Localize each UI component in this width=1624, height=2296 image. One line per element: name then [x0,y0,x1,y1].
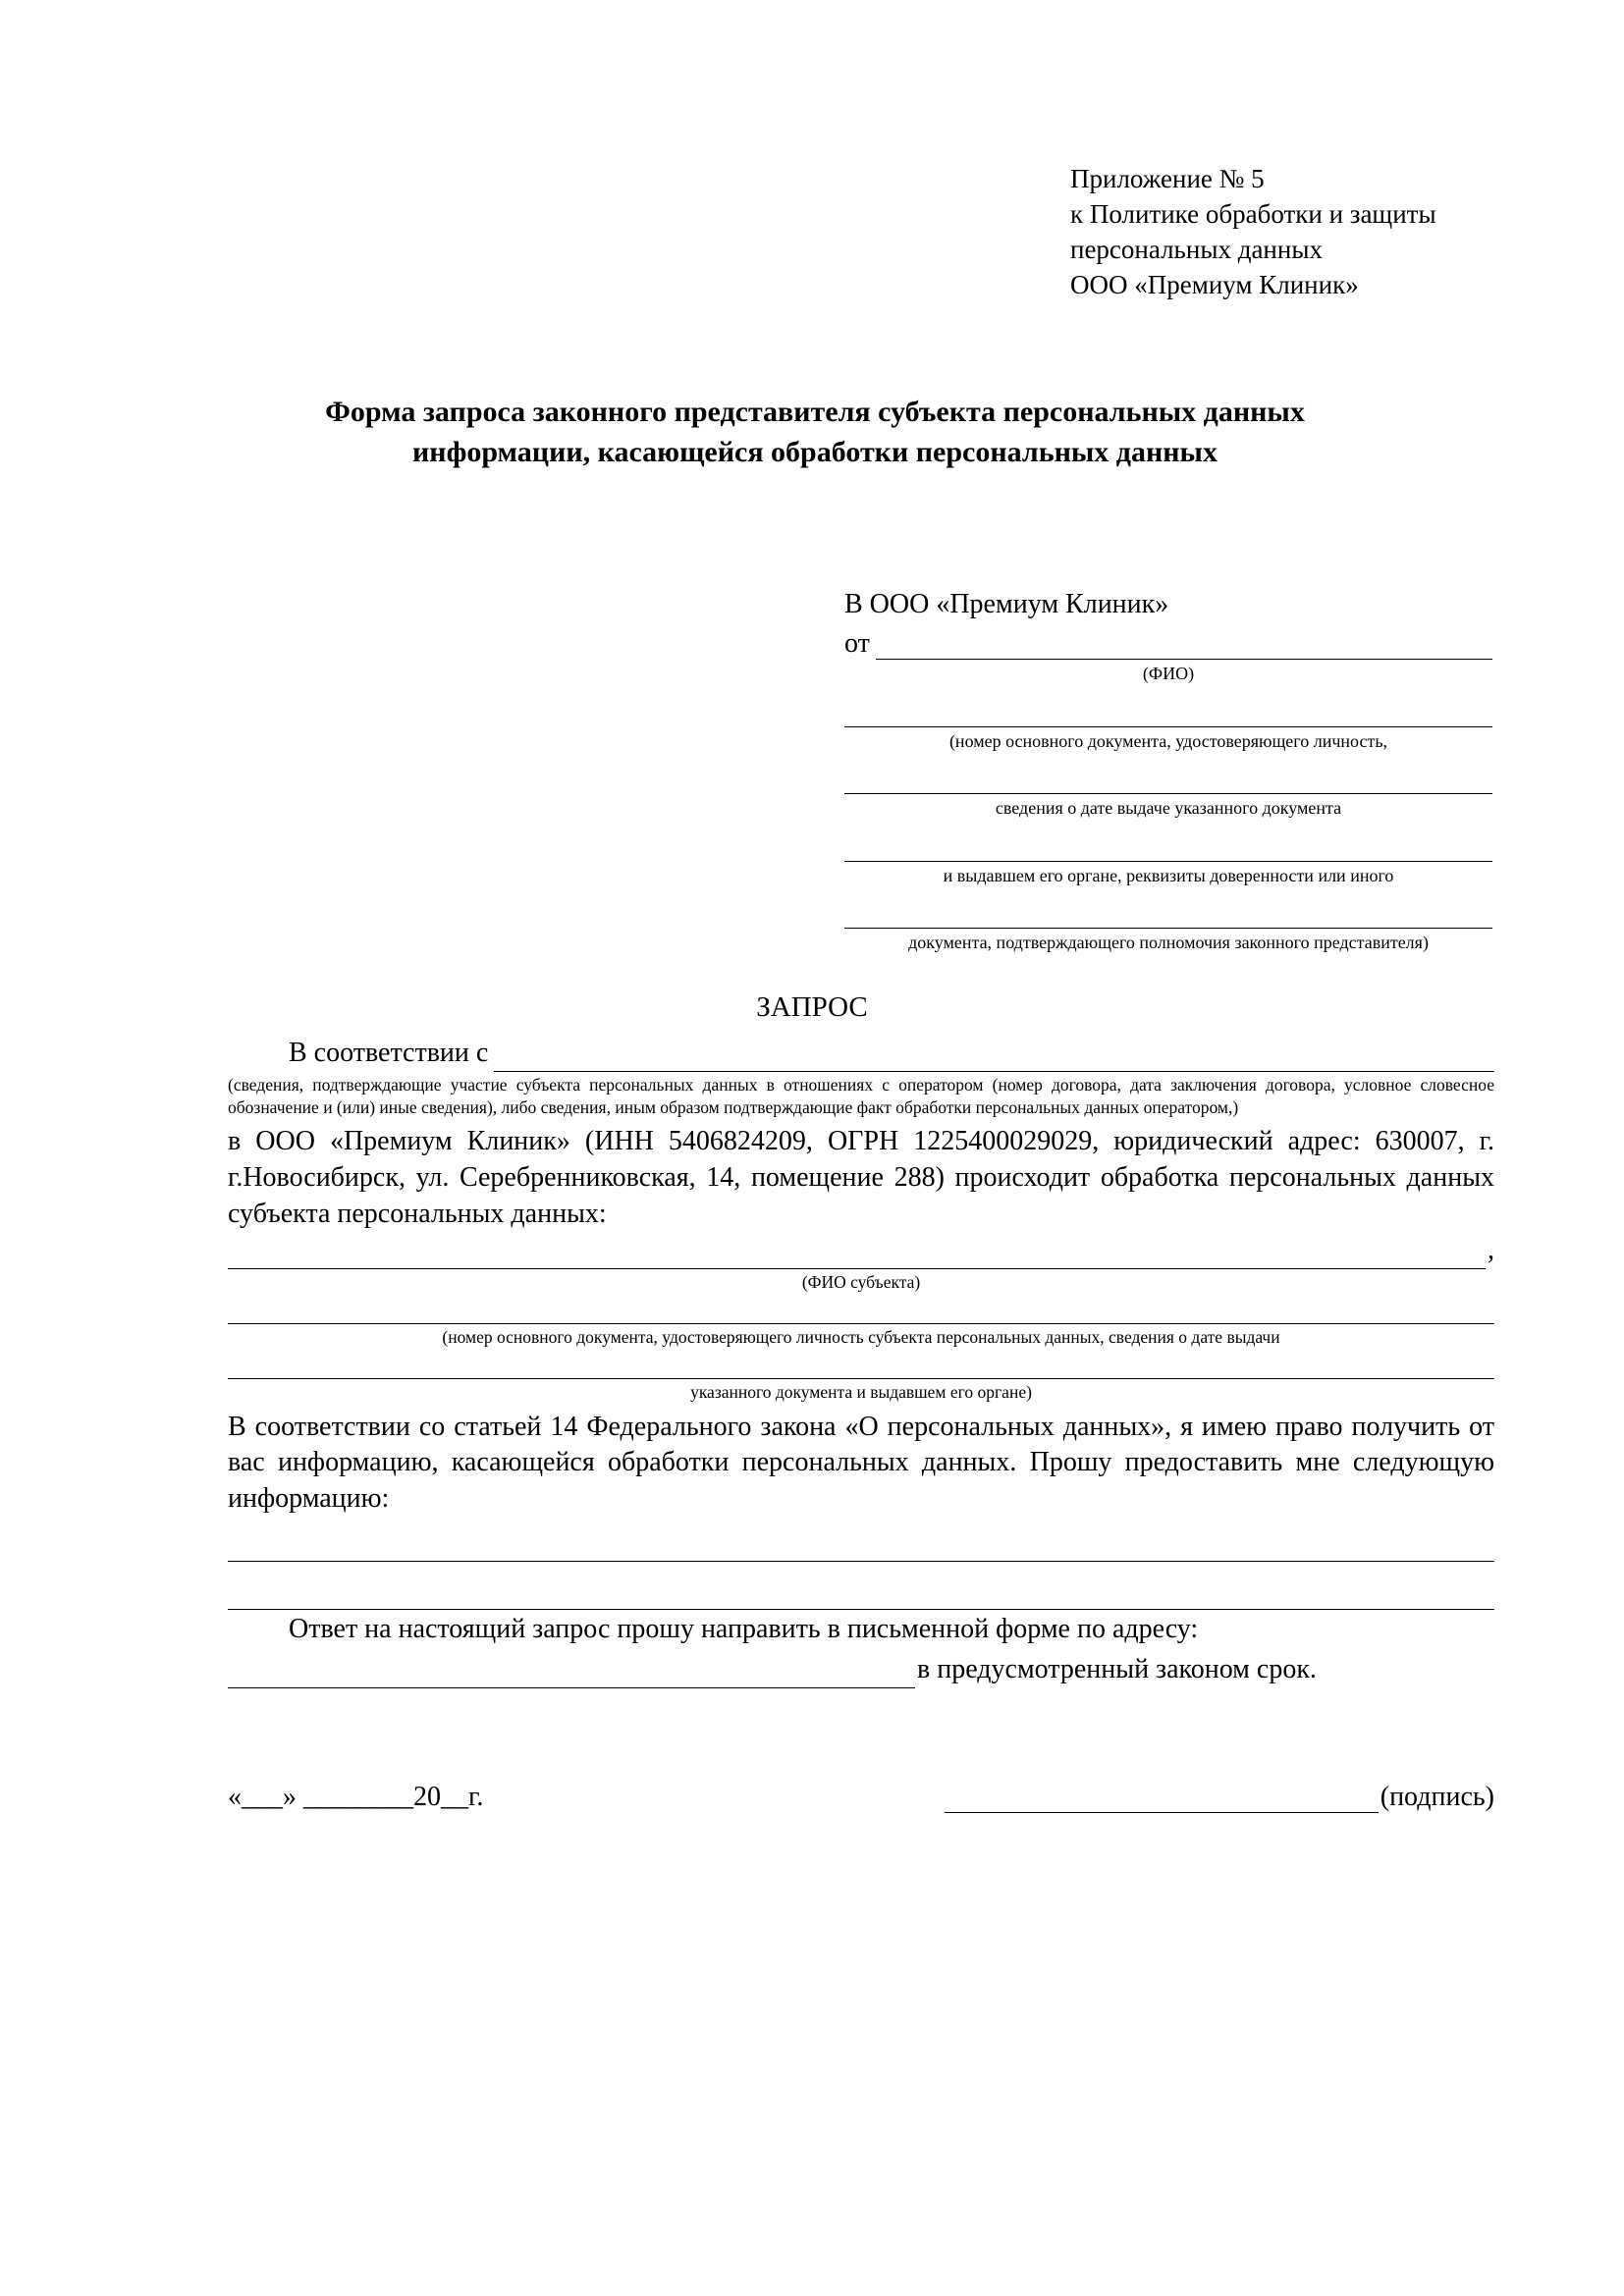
caption-doc-2: сведения о дате выдаче указанного документа [995,798,1342,818]
addressee-block [844,589,1492,954]
applicant-doc-blank-1[interactable] [844,697,1492,727]
caption-subject-doc-2: указанного документа и выдавшем его органе) [690,1381,1032,1402]
document-body [228,1036,1494,1688]
caption-doc-3: и выдавшем его органе, реквизиты доверенности или иного [943,865,1394,885]
appendix-header-line-1: Приложение № 5 [1070,164,1265,193]
signature-block [228,1782,1494,1813]
answer-address-tail: в предусмотренный законом срок. [917,1654,1317,1685]
addressee-organization: В ООО «Премиум Клиник» [844,589,1169,619]
signature-blank[interactable] [945,1785,1379,1813]
operator-paragraph: в ООО «Премиум Клиник» (ИНН 5406824209, ОГРН 1225400029029, юридический адрес: 630007, г. г.Новосибирск, ул. Серебренниковская, 14, помещение 288) происходит обработка персональных данных субъекта персональных данных: [228,1126,1494,1230]
page-title-line-2: информации, касающейся обработки персональных данных [412,435,1218,468]
answer-paragraph-text: Ответ на настоящий запрос прошу направить в письменной форме по адресу: [289,1614,1199,1645]
law-paragraph: В соответствии со статьей 14 Федерального закона «О персональных данных», я имею право получить от вас информацию, касающейся обработки персональных данных. Прошу предоставить мне следующую информацию: [228,1411,1494,1515]
caption-fio: (ФИО) [1142,664,1195,683]
applicant-name-blank[interactable] [876,633,1492,660]
applicant-name-row [844,628,1492,660]
page-title [211,393,1419,472]
subject-doc-blank-1[interactable] [228,1294,1494,1324]
caption-subject-doc-1: (номер основного документа, удостоверяющего личность субъекта персональных данных, сведения о дате выдачи [442,1327,1280,1348]
signature-label: (подпись) [1380,1782,1494,1812]
appendix-header-line-2: к Политике обработки и защиты [1070,198,1436,229]
from-label: от [844,628,870,659]
subject-fio-comma: , [1488,1235,1494,1266]
request-heading: ЗАПРОС [756,991,868,1023]
caption-basis: (сведения, подтверждающие участие субъекта персональных данных в отношениях с оператором (номер договора, дата заключения договора, условное словесное обозначение и (или) иные сведения), либо сведения, иным образом подтверждающие факт обработки персональных данных оператором,) [228,1074,1494,1117]
caption-doc-4: документа, подтверждающего полномочия законного представителя) [908,933,1429,952]
appendix-header-line-4: ООО «Премиум Клиник» [1070,269,1359,299]
page-title-line-1: Форма запроса законного представителя субъекта персональных данных [325,396,1305,428]
requested-info-blank-2[interactable] [228,1579,1494,1610]
subject-doc-blank-2[interactable] [228,1349,1494,1379]
subject-fio-blank[interactable] [228,1239,1486,1269]
basis-row [228,1036,1494,1072]
signature-right [945,1782,1494,1813]
subject-fio-row [228,1233,1494,1269]
applicant-doc-blank-2[interactable] [844,764,1492,794]
requested-info-blank-1[interactable] [228,1531,1494,1562]
appendix-header [1070,162,1581,303]
applicant-doc-blank-4[interactable] [844,898,1492,929]
caption-doc-1: (номер основного документа, удостоверяющего личность, [948,730,1388,751]
answer-address-blank[interactable] [228,1660,915,1688]
appendix-header-line-3: персональных данных [1070,234,1323,264]
caption-subject-fio: (ФИО субъекта) [801,1272,921,1293]
answer-address-row [228,1652,1494,1688]
signature-date[interactable]: «___» ________20__г. [228,1782,484,1812]
basis-blank[interactable] [494,1045,1494,1072]
applicant-doc-blank-3[interactable] [844,831,1492,862]
answer-paragraph [228,1612,1494,1648]
basis-label: В соответствии с [289,1038,489,1068]
